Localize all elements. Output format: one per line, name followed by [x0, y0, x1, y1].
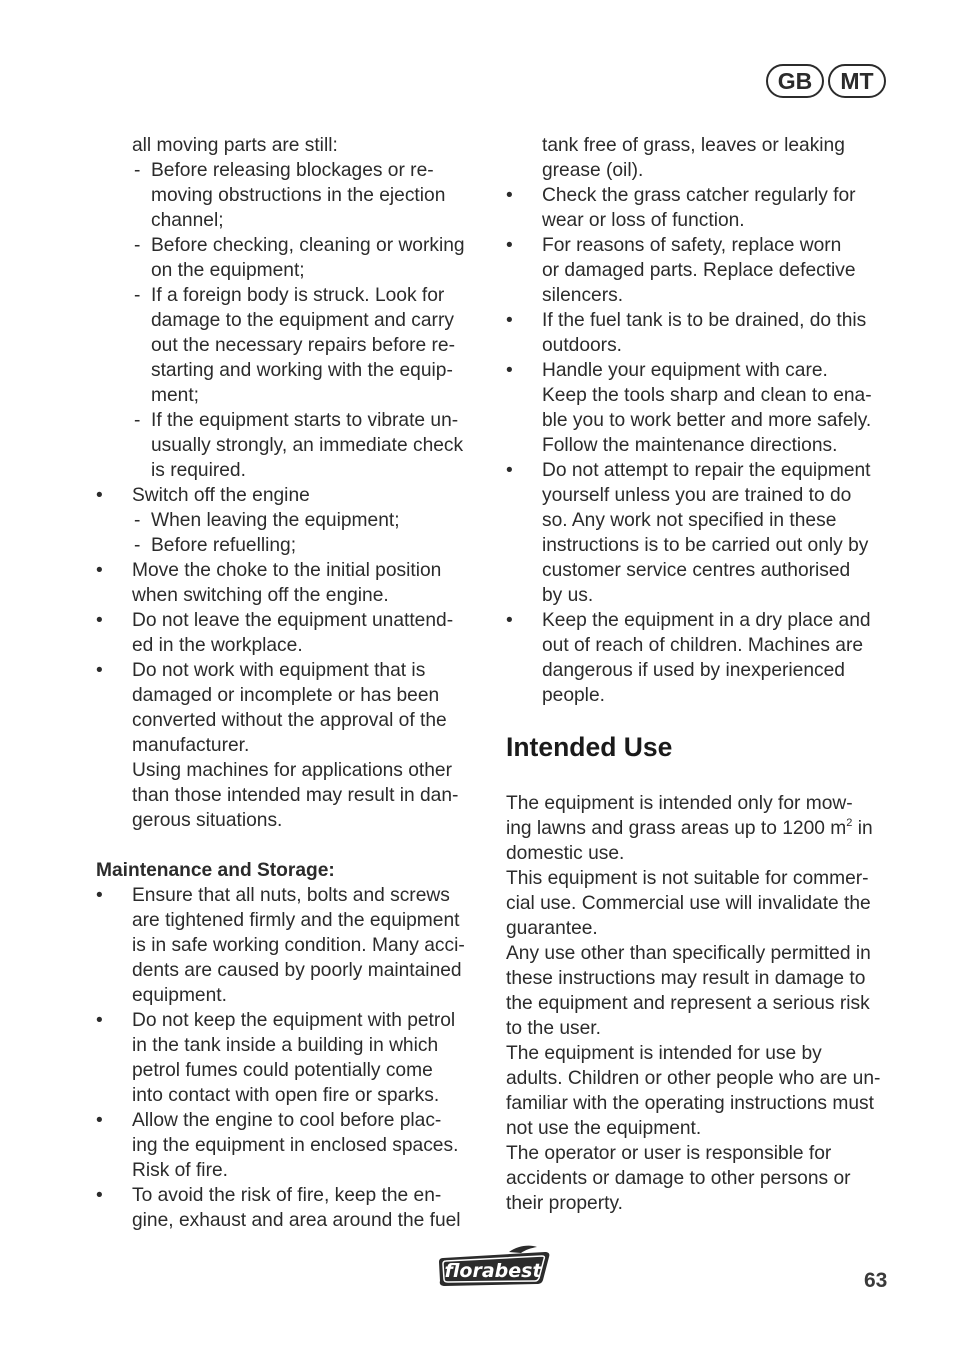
bullet-mark: • — [96, 660, 103, 681]
line-text: gerous situations. — [132, 810, 283, 831]
paragraph-line — [506, 1091, 898, 1116]
text-line — [506, 558, 898, 583]
line-text: If a foreign body is struck. Look for — [151, 285, 445, 306]
text-line — [96, 733, 488, 758]
line-text: Check the grass catcher regularly for — [542, 185, 856, 206]
line-text: adults. Children or other people who are un- — [506, 1068, 881, 1089]
line-text: Follow the maintenance directions. — [542, 435, 838, 456]
line-text: starting and working with the equip- — [151, 360, 453, 381]
text-line — [506, 483, 898, 508]
paragraph-line — [506, 866, 898, 891]
line-text: manufacturer. — [132, 735, 250, 756]
paragraph-line — [506, 1141, 898, 1166]
text-line — [506, 133, 898, 158]
line-text: the equipment and represent a serious risk — [506, 993, 870, 1014]
bullet-item — [506, 458, 898, 483]
line-text: Switch off the engine — [132, 485, 310, 506]
paragraph-line — [506, 1041, 898, 1066]
line-text: tank free of grass, leaves or leaking — [542, 135, 845, 156]
bullet-item — [96, 483, 488, 508]
bullet-item — [96, 1183, 488, 1208]
text-line — [96, 908, 488, 933]
page-number: 63 — [864, 1269, 888, 1292]
line-text: ment; — [151, 385, 199, 406]
text-line — [96, 258, 488, 283]
bullet-mark: • — [96, 1010, 103, 1031]
text-line — [96, 358, 488, 383]
line-text: outdoors. — [542, 335, 623, 356]
text-line — [96, 1083, 488, 1108]
paragraph-line — [506, 966, 898, 991]
line-text: petrol fumes could potentially come — [132, 1060, 433, 1081]
paragraph-line — [506, 1066, 898, 1091]
text-line — [506, 158, 898, 183]
text-line — [96, 758, 488, 783]
paragraph-line — [506, 941, 898, 966]
bullet-item — [506, 308, 898, 333]
text-line — [96, 1058, 488, 1083]
text-line — [96, 383, 488, 408]
paragraph-line — [506, 1116, 898, 1141]
dash-item — [96, 283, 488, 308]
text-line — [506, 583, 898, 608]
paragraph-line — [506, 891, 898, 916]
line-text: their property. — [506, 1193, 623, 1214]
text-line — [506, 533, 898, 558]
bullet-item — [506, 233, 898, 258]
text-line — [96, 633, 488, 658]
line-text: Using machines for applications other — [132, 760, 452, 781]
superscript-2: 2 — [846, 816, 853, 829]
line-text: channel; — [151, 210, 224, 231]
line-text: ble you to work better and more safely. — [542, 410, 872, 431]
paragraph-line — [506, 916, 898, 941]
line-text: When leaving the equipment; — [151, 510, 400, 531]
bullet-item — [506, 183, 898, 208]
text-line — [506, 208, 898, 233]
line-text: Do not work with equipment that is — [132, 660, 426, 681]
line-text: Keep the equipment in a dry place and — [542, 610, 871, 631]
bullet-item — [96, 558, 488, 583]
bullet-mark: • — [506, 310, 513, 331]
paragraph-line — [506, 1191, 898, 1216]
line-text: Maintenance and Storage: — [96, 860, 335, 881]
line-text: is required. — [151, 460, 246, 481]
line-text: Before checking, cleaning or working — [151, 235, 465, 256]
line-text: Any use other than specifically permitted in — [506, 943, 871, 964]
line-text: customer service centres authorised — [542, 560, 851, 581]
dash-mark: - — [134, 160, 141, 181]
bullet-mark: • — [506, 610, 513, 631]
text-line — [96, 133, 488, 158]
dash-mark: - — [134, 510, 141, 531]
text-line — [506, 333, 898, 358]
bullet-mark: • — [506, 360, 513, 381]
dash-item — [96, 408, 488, 433]
dash-item — [96, 533, 488, 558]
line-text: To avoid the risk of fire, keep the en- — [132, 1185, 442, 1206]
maintenance-list-continued — [506, 133, 898, 708]
intended-use-body — [506, 841, 898, 1216]
text-line — [96, 433, 488, 458]
line-text: domestic use. — [506, 843, 625, 864]
line-text: dangerous if used by inexperienced — [542, 660, 845, 681]
bullet-item — [96, 1008, 488, 1033]
line-text: all moving parts are still: — [132, 135, 338, 156]
line-text: than those intended may result in dan- — [132, 785, 459, 806]
line-text: damaged or incomplete or has been — [132, 685, 440, 706]
line-text: yourself unless you are trained to do — [542, 485, 852, 506]
text-line — [96, 708, 488, 733]
lang-badge-mt: MT — [828, 64, 886, 98]
svg-text:florabest: florabest — [444, 1260, 542, 1282]
bullet-item — [96, 883, 488, 908]
bullet-mark: • — [96, 1185, 103, 1206]
line-text: Risk of fire. — [132, 1160, 228, 1181]
line-text: when switching off the engine. — [132, 585, 389, 606]
line-text: on the equipment; — [151, 260, 305, 281]
bullet-mark: • — [96, 485, 103, 506]
language-badges — [766, 64, 886, 98]
line-text: Handle your equipment with care. — [542, 360, 828, 381]
line-text: For reasons of safety, replace worn — [542, 235, 842, 256]
subheading-maintenance-storage — [96, 858, 488, 883]
line-text: are tightened firmly and the equipment — [132, 910, 460, 931]
line-text: gine, exhaust and area around the fuel — [132, 1210, 461, 1231]
line-text: wear or loss of function. — [542, 210, 745, 231]
line-text: dents are caused by poorly maintained — [132, 960, 462, 981]
bullet-mark: • — [506, 235, 513, 256]
text-line — [96, 1208, 488, 1233]
florabest-logo — [437, 1244, 551, 1288]
bullet-mark: • — [96, 560, 103, 581]
line-text: instructions is to be carried out only by — [542, 535, 869, 556]
dash-mark: - — [134, 235, 141, 256]
line-text: If the equipment starts to vibrate un- — [151, 410, 459, 431]
text-line — [96, 1158, 488, 1183]
line-text: Do not attempt to repair the equipment — [542, 460, 871, 481]
text-line — [506, 258, 898, 283]
text-line — [506, 408, 898, 433]
line-text: Ensure that all nuts, bolts and screws — [132, 885, 450, 906]
text-line — [96, 1133, 488, 1158]
paragraph-line — [506, 841, 898, 866]
right-column — [506, 133, 898, 1216]
line-text: is in safe working condition. Many acci- — [132, 935, 465, 956]
text-line — [506, 658, 898, 683]
line-text: If the fuel tank is to be drained, do this — [542, 310, 867, 331]
line-text: Do not leave the equipment unattend- — [132, 610, 454, 631]
line-text: Move the choke to the initial position — [132, 560, 442, 581]
line-text: silencers. — [542, 285, 624, 306]
text-line — [96, 308, 488, 333]
dash-mark: - — [134, 535, 141, 556]
line-text: ed in the workplace. — [132, 635, 303, 656]
line-text: usually strongly, an immediate check — [151, 435, 464, 456]
line-text: equipment. — [132, 985, 227, 1006]
line-text: not use the equipment. — [506, 1118, 702, 1139]
text-line — [96, 1033, 488, 1058]
dash-item — [96, 233, 488, 258]
dash-mark: - — [134, 410, 141, 431]
bullet-mark: • — [96, 610, 103, 631]
paragraph-line — [506, 991, 898, 1016]
line-text: guarantee. — [506, 918, 598, 939]
blank-line — [96, 833, 488, 858]
line-text: The equipment is intended for use by — [506, 1043, 822, 1064]
bullet-item — [96, 1108, 488, 1133]
bullet-mark: • — [96, 885, 103, 906]
line-text: out the necessary repairs before re- — [151, 335, 455, 356]
text-line — [96, 933, 488, 958]
line-text: in the tank inside a building in which — [132, 1035, 439, 1056]
line-text: or damaged parts. Replace defective — [542, 260, 856, 281]
paragraph-line: The equipment is intended only for mow- — [506, 793, 853, 814]
line-text: grease (oil). — [542, 160, 644, 181]
bullet-mark: • — [506, 185, 513, 206]
line-text: Before refuelling; — [151, 535, 297, 556]
text-line — [506, 508, 898, 533]
paragraph-line — [506, 1166, 898, 1191]
text-line — [506, 683, 898, 708]
left-column — [96, 133, 488, 1233]
text-line — [96, 683, 488, 708]
line-text: Allow the engine to cool before plac- — [132, 1110, 442, 1131]
text-line — [96, 808, 488, 833]
line-text: This equipment is not suitable for commer- — [506, 868, 869, 889]
line-text: into contact with open fire or sparks. — [132, 1085, 440, 1106]
text-line — [96, 983, 488, 1008]
text-line — [506, 383, 898, 408]
paragraph-line — [506, 1016, 898, 1041]
text-line — [96, 333, 488, 358]
text-line — [96, 183, 488, 208]
line-text: out of reach of children. Machines are — [542, 635, 864, 656]
line-text: familiar with the operating instructions must — [506, 1093, 874, 1114]
text-line — [96, 583, 488, 608]
line-text: damage to the equipment and carry — [151, 310, 454, 331]
bullet-item — [506, 358, 898, 383]
line-text: accidents or damage to other persons or — [506, 1168, 851, 1189]
line-text: Do not keep the equipment with petrol — [132, 1010, 456, 1031]
line-text: so. Any work not specified in these — [542, 510, 837, 531]
text-line — [506, 633, 898, 658]
dash-item — [96, 158, 488, 183]
line-text: The operator or user is responsible for — [506, 1143, 832, 1164]
line-text: cial use. Commercial use will invalidate the — [506, 893, 871, 914]
text-line — [96, 208, 488, 233]
bullet-item — [96, 658, 488, 683]
line-text: to the user. — [506, 1018, 601, 1039]
text-line — [506, 433, 898, 458]
bullet-item — [96, 608, 488, 633]
lang-badge-gb: GB — [766, 64, 824, 98]
line-text: ing the equipment in enclosed spaces. — [132, 1135, 459, 1156]
text-line — [96, 958, 488, 983]
line-text: people. — [542, 685, 605, 706]
line-text: converted without the approval of the — [132, 710, 447, 731]
bullet-mark: • — [506, 460, 513, 481]
bullet-item — [506, 608, 898, 633]
bullet-mark: • — [96, 1110, 103, 1131]
line-text: by us. — [542, 585, 594, 606]
text-line — [96, 783, 488, 808]
paragraph-line: ing lawns and grass areas up to 1200 $m^2$ in — [506, 816, 873, 839]
section-heading-intended-use: Intended Use — [506, 732, 673, 762]
text-line — [96, 458, 488, 483]
dash-mark: - — [134, 285, 141, 306]
line-text: these instructions may result in damage to — [506, 968, 866, 989]
line-text: Before releasing blockages or re- — [151, 160, 434, 181]
line-text: Keep the tools sharp and clean to ena- — [542, 385, 872, 406]
line-text: moving obstructions in the ejection — [151, 185, 446, 206]
dash-item — [96, 508, 488, 533]
text-line — [506, 283, 898, 308]
